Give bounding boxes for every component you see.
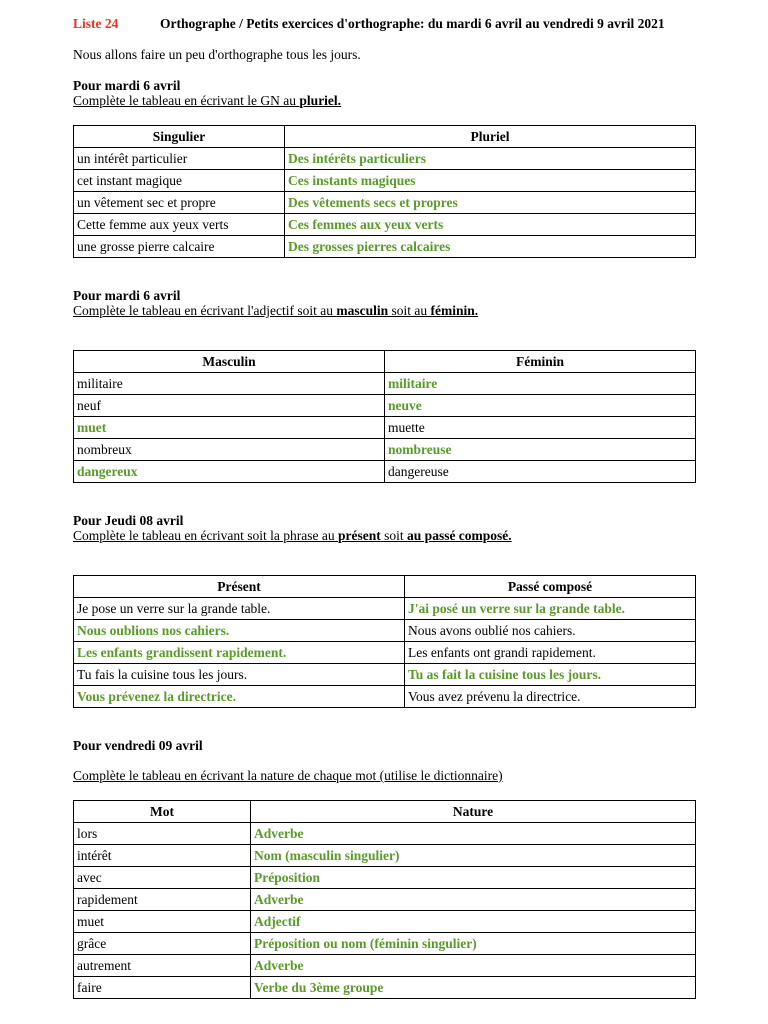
feminine-answer-cell: nombreuse — [385, 439, 696, 461]
section3-instruction: Complète le tableau en écrivant soit la phrase au présent soit au passé composé. — [73, 528, 512, 543]
table-row — [74, 642, 696, 664]
table-header-row — [74, 126, 696, 148]
column-header: Passé composé — [405, 576, 696, 598]
table-row — [74, 664, 696, 686]
table-row — [74, 439, 696, 461]
table-header-row — [74, 576, 696, 598]
masculine-answer-cell: dangereux — [74, 461, 385, 483]
singular-cell: Cette femme aux yeux verts — [74, 214, 285, 236]
plural-answer-cell: Des vêtements secs et propres — [285, 192, 696, 214]
singular-cell: une grosse pierre calcaire — [74, 236, 285, 258]
present-cell: Tu fais la cuisine tous les jours. — [74, 664, 405, 686]
masculine-cell: militaire — [74, 373, 385, 395]
feminine-answer-cell: militaire — [385, 373, 696, 395]
masculine-answer-cell: muet — [74, 417, 385, 439]
word-cell: muet — [74, 911, 251, 933]
plural-answer-cell: Ces femmes aux yeux verts — [285, 214, 696, 236]
word-cell: autrement — [74, 955, 251, 977]
table-row — [74, 620, 696, 642]
table-row — [74, 192, 696, 214]
masculine-cell: neuf — [74, 395, 385, 417]
table-header-row — [74, 801, 696, 823]
nature-answer-cell: Adverbe — [251, 955, 696, 977]
table-row — [74, 170, 696, 192]
present-cell: Je pose un verre sur la grande table. — [74, 598, 405, 620]
feminine-answer-cell: neuve — [385, 395, 696, 417]
section4-instruction: Complète le tableau en écrivant la nature de chaque mot (utilise le dictionnaire) — [73, 768, 503, 783]
nature-answer-cell: Adverbe — [251, 823, 696, 845]
word-cell: rapidement — [74, 889, 251, 911]
feminine-cell: muette — [385, 417, 696, 439]
present-answer-cell: Les enfants grandissent rapidement. — [74, 642, 405, 664]
nature-answer-cell: Adjectif — [251, 911, 696, 933]
singular-cell: un vêtement sec et propre — [74, 192, 285, 214]
intro-text: Nous allons faire un peu d'orthographe tous les jours. — [73, 47, 361, 62]
table-row — [74, 867, 696, 889]
word-cell: lors — [74, 823, 251, 845]
past-cell: Les enfants ont grandi rapidement. — [405, 642, 696, 664]
past-cell: Nous avons oublié nos cahiers. — [405, 620, 696, 642]
plural-answer-cell: Des grosses pierres calcaires — [285, 236, 696, 258]
column-header: Présent — [74, 576, 405, 598]
table-header-row — [74, 351, 696, 373]
list-label: Liste 24 — [73, 16, 119, 31]
tense-table — [73, 575, 696, 708]
plural-answer-cell: Des intérêts particuliers — [285, 148, 696, 170]
table-row — [74, 933, 696, 955]
table-row — [74, 148, 696, 170]
plural-answer-cell: Ces instants magiques — [285, 170, 696, 192]
table-row — [74, 598, 696, 620]
column-header: Féminin — [385, 351, 696, 373]
column-header: Singulier — [74, 126, 285, 148]
word-cell: grâce — [74, 933, 251, 955]
column-header: Nature — [251, 801, 696, 823]
nature-answer-cell: Verbe du 3ème groupe — [251, 977, 696, 999]
table-row — [74, 461, 696, 483]
column-header: Mot — [74, 801, 251, 823]
nature-answer-cell: Préposition ou nom (féminin singulier) — [251, 933, 696, 955]
table-row — [74, 911, 696, 933]
nature-answer-cell: Préposition — [251, 867, 696, 889]
section2-instruction: Complète le tableau en écrivant l'adjectif soit au masculin soit au féminin. — [73, 303, 479, 318]
table-row — [74, 889, 696, 911]
table-row — [74, 823, 696, 845]
table-row — [74, 417, 696, 439]
past-cell: Vous avez prévenu la directrice. — [405, 686, 696, 708]
table-row — [74, 686, 696, 708]
table-row — [74, 236, 696, 258]
singular-cell: cet instant magique — [74, 170, 285, 192]
feminine-cell: dangereuse — [385, 461, 696, 483]
section1-day: Pour mardi 6 avril — [73, 78, 181, 93]
section2-day: Pour mardi 6 avril — [73, 288, 181, 303]
word-cell: avec — [74, 867, 251, 889]
section1-instruction: Complète le tableau en écrivant le GN au pluriel. — [73, 93, 342, 108]
table-row — [74, 373, 696, 395]
table-row — [74, 955, 696, 977]
gender-table — [73, 350, 696, 483]
nature-answer-cell: Nom (masculin singulier) — [251, 845, 696, 867]
present-answer-cell: Nous oublions nos cahiers. — [74, 620, 405, 642]
table-row — [74, 395, 696, 417]
present-answer-cell: Vous prévenez la directrice. — [74, 686, 405, 708]
section3-day: Pour Jeudi 08 avril — [73, 513, 184, 528]
singular-cell: un intérêt particulier — [74, 148, 285, 170]
word-cell: faire — [74, 977, 251, 999]
table-row — [74, 845, 696, 867]
nature-answer-cell: Adverbe — [251, 889, 696, 911]
column-header: Pluriel — [285, 126, 696, 148]
word-nature-table — [73, 800, 696, 999]
table-row — [74, 214, 696, 236]
past-answer-cell: Tu as fait la cuisine tous les jours. — [405, 664, 696, 686]
section4-day: Pour vendredi 09 avril — [73, 738, 203, 753]
past-answer-cell: J'ai posé un verre sur la grande table. — [405, 598, 696, 620]
word-cell: intérêt — [74, 845, 251, 867]
masculine-cell: nombreux — [74, 439, 385, 461]
column-header: Masculin — [74, 351, 385, 373]
page-title: Orthographe / Petits exercices d'orthographe: du mardi 6 avril au vendredi 9 avril 2021 — [160, 16, 665, 31]
plural-table — [73, 125, 696, 258]
table-row — [74, 977, 696, 999]
